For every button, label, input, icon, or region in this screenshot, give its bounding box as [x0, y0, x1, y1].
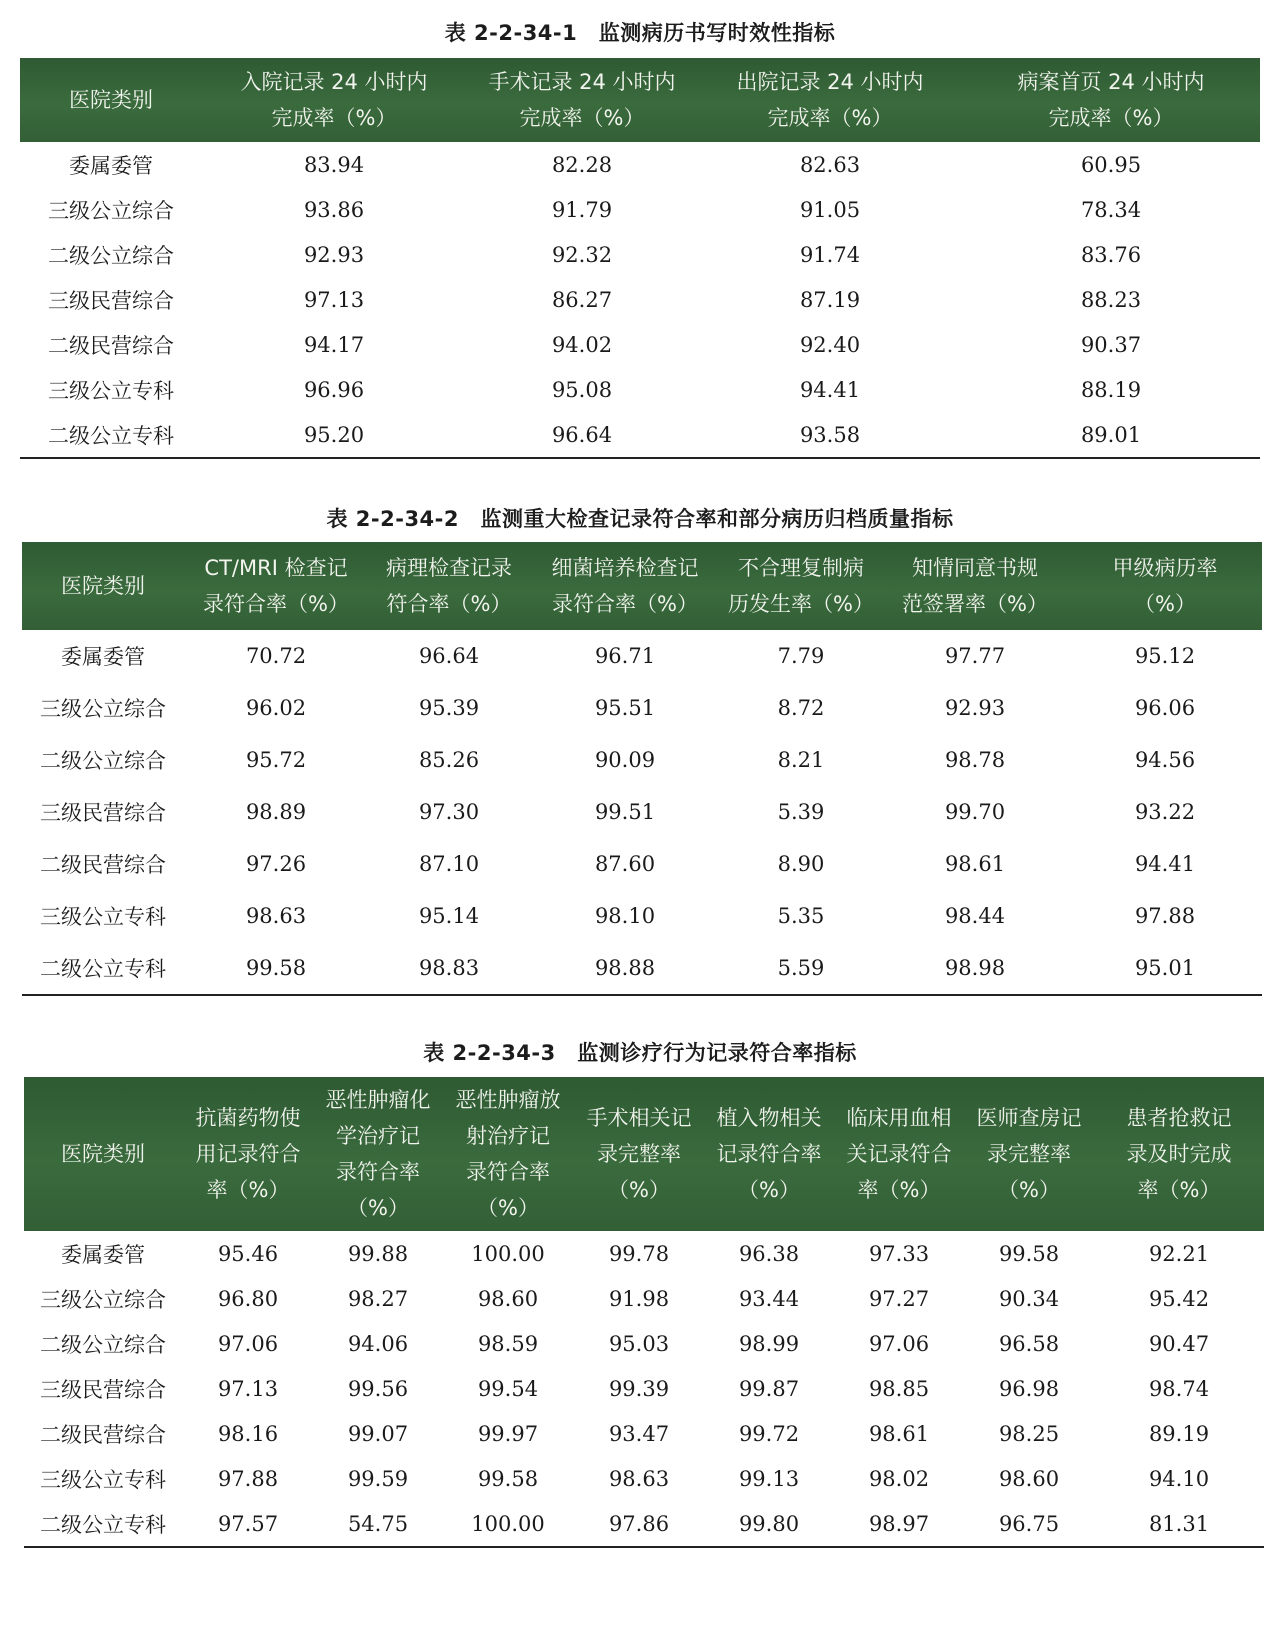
table-cell: 95.20: [303, 422, 365, 447]
table-cell: 95.08: [551, 377, 613, 402]
table-cell: 88.23: [1080, 287, 1142, 312]
row-category: 三级民营综合: [40, 801, 166, 825]
table-cell: 98.74: [1148, 1376, 1210, 1401]
table-cell: 98.25: [998, 1421, 1060, 1446]
table-cell: 90.34: [998, 1286, 1060, 1311]
table-cell: 8.90: [777, 852, 825, 876]
table3-header-category: 医院类别: [24, 1077, 182, 1231]
table-cell: 82.63: [799, 152, 861, 177]
table-cell: 98.88: [594, 956, 656, 980]
row-category: 二级公立专科: [40, 1512, 166, 1537]
table-cell: 99.88: [347, 1241, 409, 1266]
table-cell: 87.19: [799, 287, 861, 312]
table-cell: 98.89: [245, 800, 307, 824]
table2-header-category: 医院类别: [22, 542, 184, 630]
table3-header-col-6: 临床用血相 关记录符合 率（%）: [834, 1077, 964, 1231]
row-category: 二级公立综合: [40, 749, 166, 773]
table-cell: 97.13: [303, 287, 365, 312]
table-cell: 95.03: [608, 1331, 670, 1356]
table1-header-col-3: 出院记录 24 小时内 完成率（%）: [698, 58, 962, 142]
table-cell: 5.35: [777, 904, 825, 928]
table-row: [22, 786, 1262, 838]
table-cell: 70.72: [245, 644, 307, 668]
table-cell: 95.14: [418, 904, 480, 928]
row-category: 三级民营综合: [48, 288, 174, 313]
table-cell: 96.64: [418, 644, 480, 668]
table-cell: 96.38: [738, 1241, 800, 1266]
row-category: 二级公立综合: [40, 1332, 166, 1357]
table-cell: 93.58: [799, 422, 861, 447]
table-cell: 99.78: [608, 1241, 670, 1266]
table-cell: 95.46: [217, 1241, 279, 1266]
table3-header-col-3: 恶性肿瘤放 射治疗记 录符合率 （%）: [442, 1077, 574, 1231]
table-cell: 93.22: [1134, 800, 1196, 824]
table-cell: 89.19: [1148, 1421, 1210, 1446]
table3-header-col-4: 手术相关记 录完整率 （%）: [574, 1077, 704, 1231]
table-row: [20, 367, 1260, 412]
table-cell: 86.27: [551, 287, 613, 312]
table-cell: 96.64: [551, 422, 613, 447]
row-category: 三级公立专科: [40, 1467, 166, 1492]
table3: [24, 1077, 1264, 1548]
table3-header-col-1: 抗菌药物使 用记录符合 率（%）: [182, 1077, 314, 1231]
table-cell: 90.37: [1080, 332, 1142, 357]
table-cell: 98.78: [944, 748, 1006, 772]
row-category: 二级民营综合: [48, 333, 174, 358]
table1: [20, 58, 1260, 459]
table-cell: 96.80: [217, 1286, 279, 1311]
table-cell: 97.06: [217, 1331, 279, 1356]
table1-header-col-4: 病案首页 24 小时内 完成率（%）: [962, 58, 1260, 142]
table-cell: 98.59: [477, 1331, 539, 1356]
table-row: [22, 890, 1262, 942]
table3-header-col-7: 医师查房记 录完整率 （%）: [964, 1077, 1094, 1231]
table-cell: 97.86: [608, 1511, 670, 1536]
table-cell: 82.28: [551, 152, 613, 177]
table-cell: 94.56: [1134, 748, 1196, 772]
table-cell: 90.47: [1148, 1331, 1210, 1356]
table-cell: 97.26: [245, 852, 307, 876]
table-cell: 98.10: [594, 904, 656, 928]
table-cell: 92.21: [1148, 1241, 1210, 1266]
row-category: 三级民营综合: [40, 1377, 166, 1402]
table-cell: 98.44: [944, 904, 1006, 928]
row-category: 三级公立综合: [40, 1287, 166, 1312]
row-category: 三级公立综合: [40, 697, 166, 721]
table2-header-col-1: CT/MRI 检查记 录符合率（%）: [184, 542, 368, 630]
table-cell: 91.74: [799, 242, 861, 267]
table1-header-row: [20, 58, 1260, 142]
table-cell: 5.59: [777, 956, 825, 980]
table-row: [24, 1411, 1264, 1456]
table-cell: 95.39: [418, 696, 480, 720]
table-cell: 95.12: [1134, 644, 1196, 668]
table-cell: 98.97: [868, 1511, 930, 1536]
table-cell: 94.06: [347, 1331, 409, 1356]
table-cell: 60.95: [1080, 152, 1142, 177]
table-row: [20, 277, 1260, 322]
table-cell: 96.06: [1134, 696, 1196, 720]
table3-caption: 表 2-2-34-3 监测诊疗行为记录符合率指标: [423, 1041, 857, 1065]
table-cell: 93.47: [608, 1421, 670, 1446]
table-cell: 88.19: [1080, 377, 1142, 402]
table-cell: 98.61: [868, 1421, 930, 1446]
table-cell: 94.41: [1134, 852, 1196, 876]
table-row: [24, 1501, 1264, 1547]
row-category: 三级公立综合: [48, 198, 174, 223]
row-category: 二级民营综合: [40, 1422, 166, 1447]
table-cell: 78.34: [1080, 197, 1142, 222]
table-cell: 83.94: [303, 152, 365, 177]
table-cell: 95.01: [1134, 956, 1196, 980]
table2-caption: 表 2-2-34-2 监测重大检查记录符合率和部分病历归档质量指标: [326, 507, 954, 531]
table-row: [22, 942, 1262, 995]
table-cell: 98.16: [217, 1421, 279, 1446]
table2-header-col-2: 病理检查记录 符合率（%）: [368, 542, 530, 630]
table-row: [20, 412, 1260, 458]
table-cell: 99.54: [477, 1376, 539, 1401]
table1-caption: 表 2-2-34-1 监测病历书写时效性指标: [444, 21, 836, 45]
table2-header-col-3: 细菌培养检查记 录符合率（%）: [530, 542, 720, 630]
table-cell: 83.76: [1080, 242, 1142, 267]
table-cell: 81.31: [1148, 1511, 1210, 1536]
table-cell: 8.72: [777, 696, 825, 720]
table-cell: 96.71: [594, 644, 656, 668]
table-cell: 92.93: [303, 242, 365, 267]
table-cell: 99.58: [245, 956, 307, 980]
table-cell: 90.09: [594, 748, 656, 772]
table-cell: 97.88: [217, 1466, 279, 1491]
table-cell: 96.75: [998, 1511, 1060, 1536]
table1-header-category: 医院类别: [20, 58, 202, 142]
row-category: 二级公立综合: [48, 243, 174, 268]
table-cell: 98.85: [868, 1376, 930, 1401]
table-row: [24, 1366, 1264, 1411]
table-cell: 99.59: [347, 1466, 409, 1491]
row-category: 三级公立专科: [40, 905, 166, 929]
table-cell: 97.13: [217, 1376, 279, 1401]
table-row: [20, 232, 1260, 277]
table-cell: 99.72: [738, 1421, 800, 1446]
table2-header-col-6: 甲级病历率 （%）: [1068, 542, 1262, 630]
table-row: [20, 322, 1260, 367]
row-category: 二级民营综合: [40, 853, 166, 877]
table-cell: 100.00: [471, 1511, 545, 1536]
table-cell: 99.56: [347, 1376, 409, 1401]
table-cell: 99.87: [738, 1376, 800, 1401]
table-row: [22, 682, 1262, 734]
table-cell: 89.01: [1080, 422, 1142, 447]
table-cell: 98.02: [868, 1466, 930, 1491]
table-cell: 96.98: [998, 1376, 1060, 1401]
row-category: 二级公立专科: [48, 423, 174, 448]
table2-header-col-4: 不合理复制病 历发生率（%）: [720, 542, 882, 630]
row-category: 委属委管: [69, 153, 153, 178]
table-row: [20, 187, 1260, 232]
table-cell: 85.26: [418, 748, 480, 772]
table-cell: 98.27: [347, 1286, 409, 1311]
table-cell: 94.41: [799, 377, 861, 402]
table-cell: 100.00: [471, 1241, 545, 1266]
table-cell: 98.83: [418, 956, 480, 980]
table3-header-row: [24, 1077, 1264, 1231]
table2: [22, 542, 1262, 996]
table-cell: 98.60: [477, 1286, 539, 1311]
table-row: [20, 142, 1260, 187]
table-cell: 97.30: [418, 800, 480, 824]
table-cell: 91.05: [799, 197, 861, 222]
table3-header-col-5: 植入物相关 记录符合率 （%）: [704, 1077, 834, 1231]
table-cell: 98.60: [998, 1466, 1060, 1491]
table-cell: 96.58: [998, 1331, 1060, 1356]
table-row: [24, 1456, 1264, 1501]
table-cell: 96.96: [303, 377, 365, 402]
table-cell: 92.40: [799, 332, 861, 357]
table-cell: 91.79: [551, 197, 613, 222]
table-cell: 94.10: [1148, 1466, 1210, 1491]
row-category: 二级公立专科: [40, 957, 166, 981]
table-cell: 93.86: [303, 197, 365, 222]
table-row: [24, 1231, 1264, 1276]
table2-header-row: [22, 542, 1262, 630]
table-cell: 98.63: [608, 1466, 670, 1491]
table-cell: 99.07: [347, 1421, 409, 1446]
table-cell: 99.51: [594, 800, 656, 824]
table-row: [22, 838, 1262, 890]
table-cell: 94.02: [551, 332, 613, 357]
table-cell: 87.60: [594, 852, 656, 876]
table-cell: 5.39: [777, 800, 825, 824]
table-cell: 92.32: [551, 242, 613, 267]
table-cell: 87.10: [418, 852, 480, 876]
table-cell: 92.93: [944, 696, 1006, 720]
table1-header-col-1: 入院记录 24 小时内 完成率（%）: [202, 58, 466, 142]
table-cell: 99.39: [608, 1376, 670, 1401]
table-cell: 99.13: [738, 1466, 800, 1491]
table-cell: 7.79: [777, 644, 825, 668]
table3-header-col-8: 患者抢救记 录及时完成 率（%）: [1094, 1077, 1264, 1231]
table-cell: 98.61: [944, 852, 1006, 876]
table-cell: 97.88: [1134, 904, 1196, 928]
table-cell: 95.72: [245, 748, 307, 772]
table-cell: 99.58: [477, 1466, 539, 1491]
table-cell: 97.33: [868, 1241, 930, 1266]
row-category: 委属委管: [61, 645, 145, 669]
table-cell: 98.98: [944, 956, 1006, 980]
table-cell: 91.98: [608, 1286, 670, 1311]
table-cell: 94.17: [303, 332, 365, 357]
table-cell: 97.57: [217, 1511, 279, 1536]
table-cell: 99.97: [477, 1421, 539, 1446]
table-cell: 97.77: [944, 644, 1006, 668]
row-category: 委属委管: [61, 1242, 145, 1267]
table-cell: 99.80: [738, 1511, 800, 1536]
table-cell: 93.44: [738, 1286, 800, 1311]
table2-header-col-5: 知情同意书规 范签署率（%）: [882, 542, 1068, 630]
table-row: [22, 734, 1262, 786]
table-cell: 54.75: [347, 1511, 409, 1536]
table-row: [22, 630, 1262, 682]
table-row: [24, 1276, 1264, 1321]
table-cell: 95.51: [594, 696, 656, 720]
table-cell: 99.58: [998, 1241, 1060, 1266]
table-cell: 99.70: [944, 800, 1006, 824]
table-cell: 8.21: [777, 748, 825, 772]
table-row: [24, 1321, 1264, 1366]
table-cell: 98.63: [245, 904, 307, 928]
table1-header-col-2: 手术记录 24 小时内 完成率（%）: [466, 58, 698, 142]
table-cell: 96.02: [245, 696, 307, 720]
table-cell: 98.99: [738, 1331, 800, 1356]
row-category: 三级公立专科: [48, 378, 174, 403]
table-cell: 95.42: [1148, 1286, 1210, 1311]
table-cell: 97.27: [868, 1286, 930, 1311]
table3-header-col-2: 恶性肿瘤化 学治疗记 录符合率 （%）: [314, 1077, 442, 1231]
table-cell: 97.06: [868, 1331, 930, 1356]
